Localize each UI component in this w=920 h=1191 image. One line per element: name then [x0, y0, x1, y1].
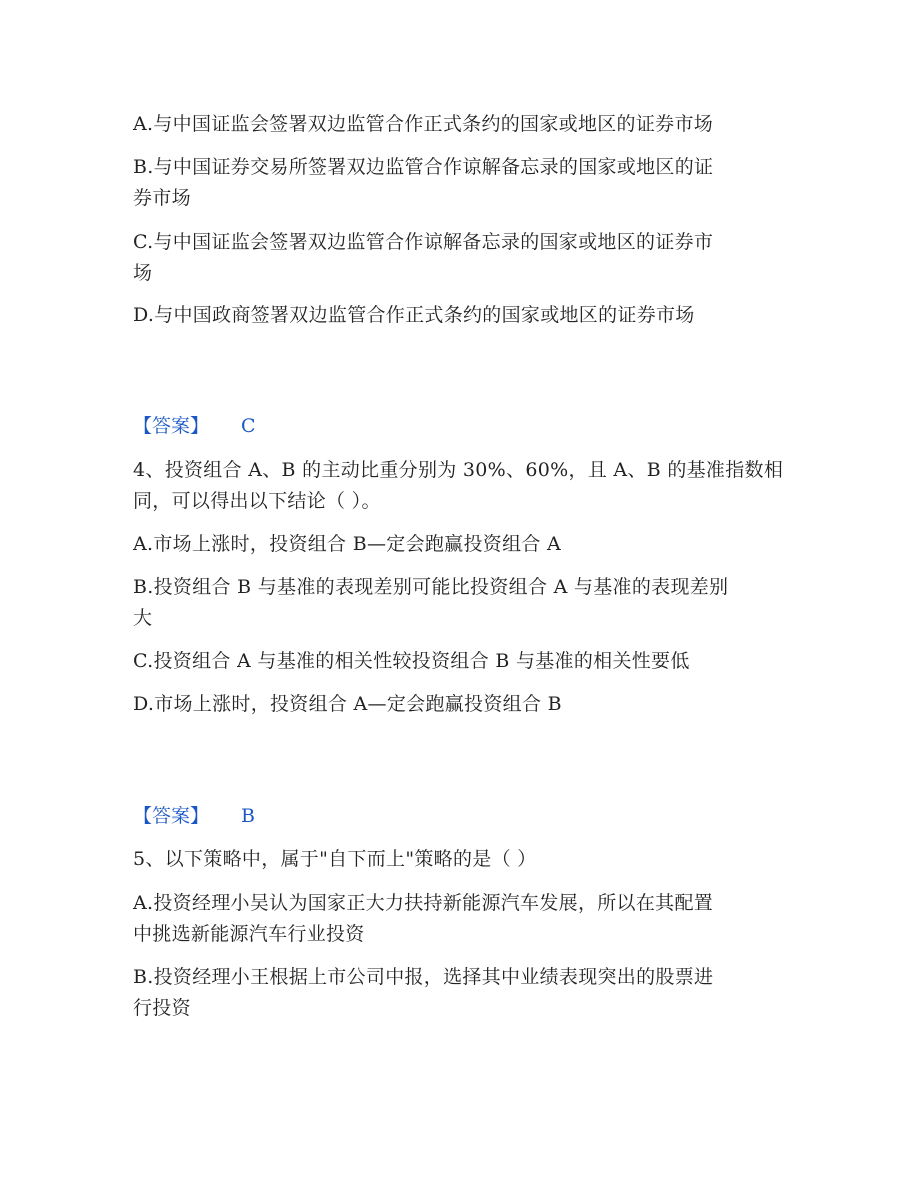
- q3-answer-value: C: [241, 415, 256, 437]
- q3-option-d: D.与中国政商签署双边监管合作正式条约的国家或地区的证券市场: [133, 304, 695, 326]
- q5-option-b-line1: B.投资经理小王根据上市公司中报，选择其中业绩表现突出的股票进: [133, 966, 714, 988]
- q4-option-c: C.投资组合 A 与基准的相关性较投资组合 B 与基准的相关性要低: [133, 650, 690, 672]
- q3-option-b-line2: 券市场: [133, 187, 191, 209]
- q4-answer-label: 【答案】: [133, 805, 210, 827]
- q5-option-a-line1: A.投资经理小吴认为国家正大力扶持新能源汽车发展，所以在其配置: [133, 892, 714, 914]
- q4-option-b-line2: 大: [133, 607, 153, 629]
- q5-option-a-line2: 中挑选新能源汽车行业投资: [133, 923, 365, 945]
- q3-option-c-line2: 场: [133, 262, 153, 284]
- q3-option-a: A.与中国证监会签署双边监管合作正式条约的国家或地区的证券市场: [133, 113, 714, 135]
- q3-option-c-line1: C.与中国证监会签署双边监管合作谅解备忘录的国家或地区的证券市: [133, 231, 714, 253]
- q4-stem-line2: 同，可以得出以下结论（ ）。: [133, 490, 381, 512]
- q4-stem-line1: 4、投资组合 A、B 的主动比重分别为 30%、60%，且 A、B 的基准指数相: [133, 459, 784, 481]
- q5-stem: 5、以下策略中，属于"自下而上"策略的是（ ）: [133, 848, 537, 870]
- q4-option-d: D.市场上涨时，投资组合 A—定会跑赢投资组合 B: [133, 693, 562, 715]
- q5-option-b-line2: 行投资: [133, 997, 191, 1019]
- q4-option-a: A.市场上涨时，投资组合 B—定会跑赢投资组合 A: [133, 533, 562, 555]
- q4-answer-value: B: [241, 805, 255, 827]
- q3-option-b-line1: B.与中国证券交易所签署双边监管合作谅解备忘录的国家或地区的证: [133, 156, 714, 178]
- q4-option-b-line1: B.投资组合 B 与基准的表现差别可能比投资组合 A 与基准的表现差别: [133, 576, 729, 598]
- q3-answer: [133, 408, 256, 444]
- q4-answer: [133, 798, 255, 834]
- q3-answer-label: 【答案】: [133, 415, 210, 437]
